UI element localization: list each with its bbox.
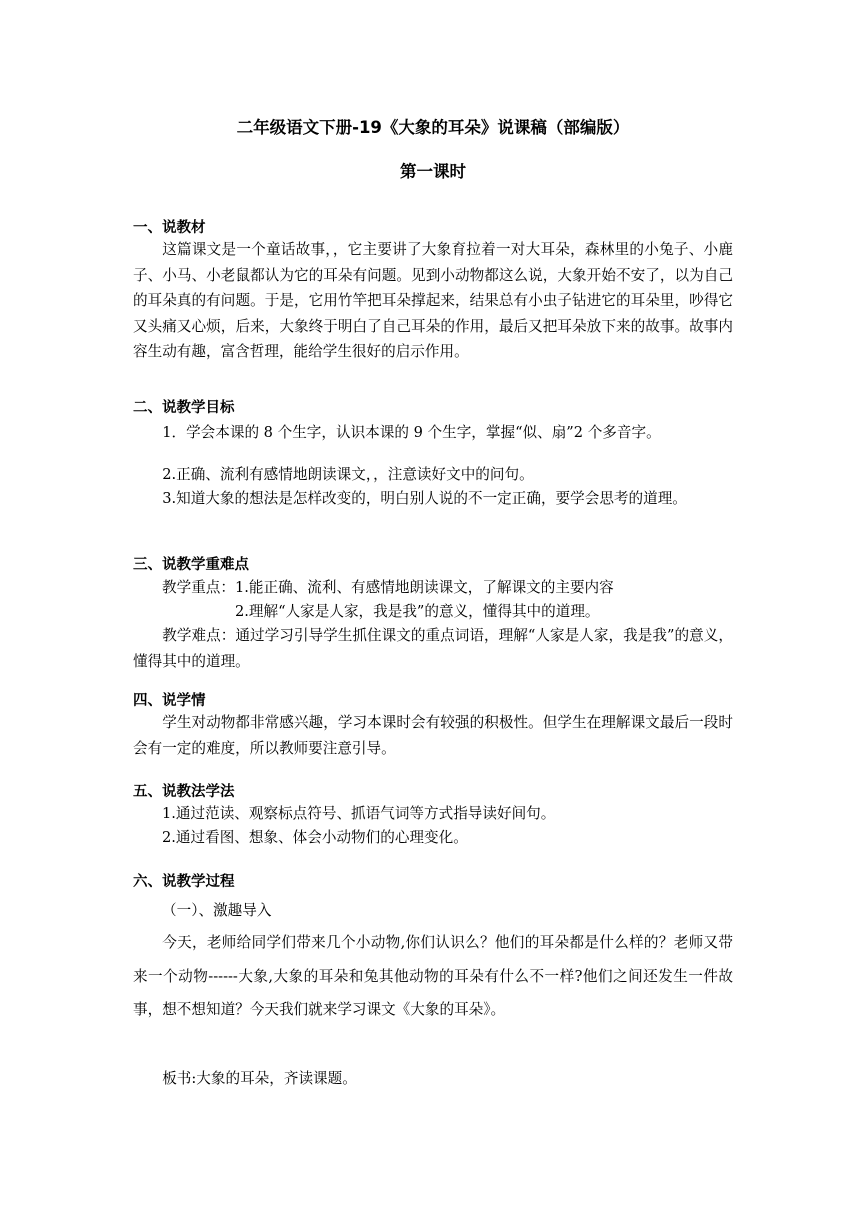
goal-item-2: 2.正确、流利有感情地朗读课文，，注意读好文中的问句。: [162, 466, 534, 483]
section-heading-teaching-material: 一、说教材: [133, 220, 206, 236]
process-step-heading: （一）、激趣导入: [162, 902, 272, 919]
teaching-material-paragraph: 这篇课文是一个童话故事，，它主要讲了大象育拉着一对大耳朵，森林里的小兔子、小鹿子、小马、小老鼠都认为它的耳朵有问题。见到小动物都这么说，大象开始不安了，以为自己的耳朵真的有问题。于是，它用竹竿把耳朵撑起来，结果总有小虫子钻进它的耳朵里，吵得它又头痛又心烦，后来，大象终于明白了自己耳朵的作用，最后又把耳朵放下来的故事。故事内容生动有趣，富含哲理，能给学生很好的启示作用。: [133, 241, 733, 361]
key-point-line-1: 教学重点：1.能正确、流利、有感情地朗读课文，了解课文的主要内容: [162, 579, 614, 596]
intro-paragraph: 今天，老师给同学们带来几个小动物,你们认识么？他们的耳朵都是什么样的？老师又带来一个动物------大象,大象的耳朵和兔其他动物的耳朵有什么不一样?他们之间还发生一件故事，想不想知道？今天我们就来学习课文《大象的耳朵》。: [133, 934, 733, 1018]
section-heading-key-points: 三、说教学重难点: [133, 557, 249, 573]
goal-item-1: 1．学会本课的 8 个生字，认识本课的 9 个生字，掌握“似、扇”2 个多音字。: [162, 424, 661, 441]
learner-analysis-paragraph: 学生对动物都非常感兴趣，学习本课时会有较强的积极性。但学生在理解课文最后一段时会有一定的难度，所以教师要注意引导。: [133, 714, 733, 757]
goal-item-3: 3.知道大象的想法是怎样改变的，明白别人说的不一定正确，要学会思考的道理。: [162, 490, 687, 507]
section-heading-process: 六、说教学过程: [133, 874, 235, 890]
section-heading-teaching-goals: 二、说教学目标: [133, 400, 235, 416]
lesson-subtitle: 第一课时: [400, 162, 466, 181]
board-writing-paragraph: 板书:大象的耳朵，齐读课题。: [162, 1070, 357, 1087]
key-point-line-2: 2.理解“人家是人家，我是我”的意义，懂得其中的道理。: [235, 603, 600, 620]
section-heading-methods: 五、说教法学法: [133, 784, 235, 800]
document-title: 二年级语文下册-19《大象的耳朵》说课稿（部编版）: [236, 118, 630, 137]
section-heading-learner-analysis: 四、说学情: [133, 693, 206, 709]
method-item-2: 2.通过看图、想象、体会小动物们的心理变化。: [162, 829, 468, 846]
method-item-1: 1.通过范读、观察标点符号、抓语气词等方式指导读好间句。: [162, 805, 556, 822]
difficulty-paragraph: 教学难点：通过学习引导学生抓住课文的重点词语，理解“人家是人家，我是我”的意义，懂得其中的道理。: [133, 627, 733, 670]
